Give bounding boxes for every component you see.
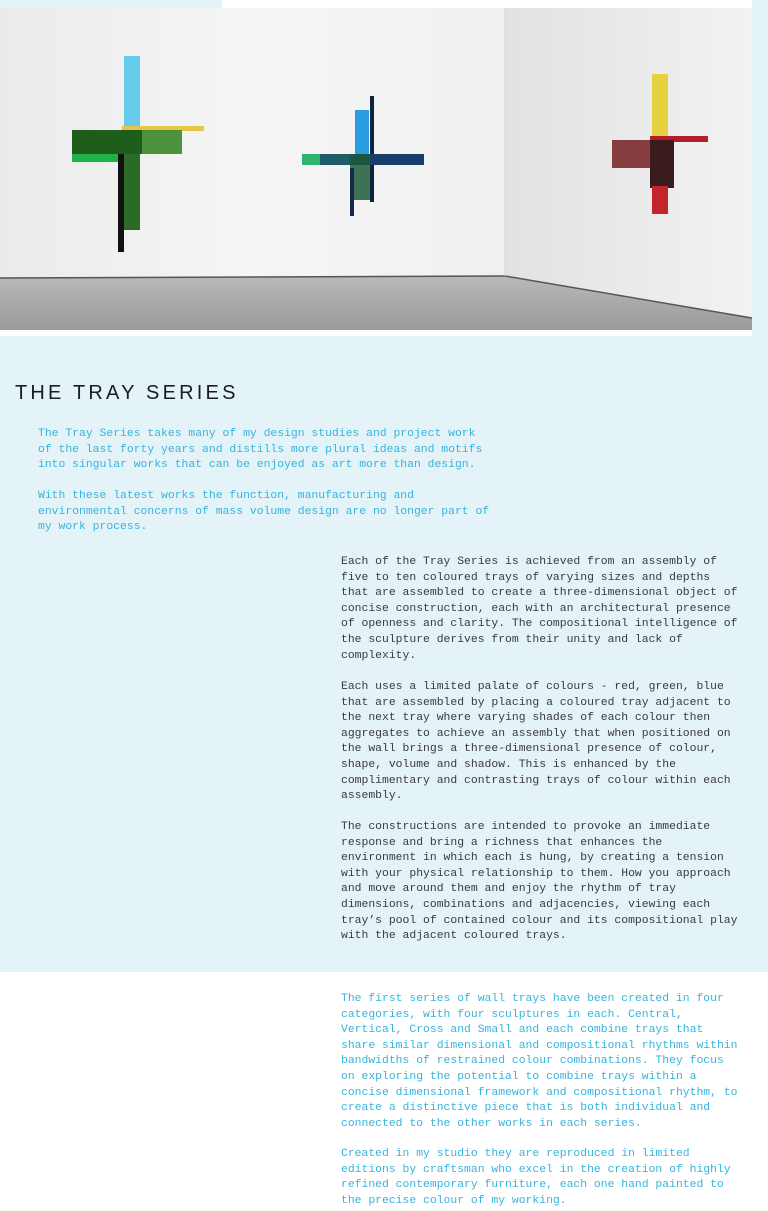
top-decor-strip (0, 0, 222, 8)
intro-paragraph-2: With these latest works the function, manufacturing and environmental concerns of mass volume design are no longer part of my work process. (38, 490, 490, 534)
page-title: THE TRAY SERIES (15, 382, 239, 404)
right-decor-strip (752, 0, 768, 336)
body-paragraph-3: The constructions are intended to provoke an immediate response and bring a richness that enhances the environment in which each is hung, by creating a tension with your physical relationship to them. How you approach and move around them and enjoy the rhythm of tray dimensions, combinations and adjacencies, viewing each tray’s pool of contained colour and its compositional play with the adjacent coloured trays. (341, 821, 738, 943)
series-paragraph-2: Created in my studio they are reproduced in limited editions by craftsman who excel in the creation of highly refined contemporary furniture, each one hand painted to the precise colour of my working. (341, 1148, 731, 1207)
body-paragraph-2: Each uses a limited palate of colours - red, green, blue that are assembled by placing a coloured tray adjacent to the next tray where varying shades of each colour then aggregates to achieve an assembly that when positioned on the wall brings a three-dimensional presence of colour, shape, volume and shadow. This is enhanced by the complimentary and contrasting trays of colour within each assembly. (341, 681, 731, 803)
intro-paragraph-1: The Tray Series takes many of my design studies and project work of the last forty years and distills more plural ideas and motifs into singular works that can be enjoyed as art more than design. (38, 428, 483, 472)
series-paragraph-1: The first series of wall trays have been created in four categories, with four sculptures in each. Central, Vertical, Cross and Small and each combine trays that share similar dimensional and compositional rhythms within bandwidths of restrained colour combinations. They focus on exploring the potential to combine trays within a concise dimensional framework and compositional rhythm, to create a distinctive piece that is both individual and connected to the other works in each series. (341, 993, 738, 1130)
hero-image (0, 8, 752, 330)
body-paragraph-1: Each of the Tray Series is achieved from an assembly of five to ten coloured trays of varying sizes and depths that are assembled to create a three-dimensional object of concise construction, each with an architectural presence of openness and clarity. The compositional intelligence of the sculpture derives from their unity and lack of complexity. (341, 556, 738, 662)
